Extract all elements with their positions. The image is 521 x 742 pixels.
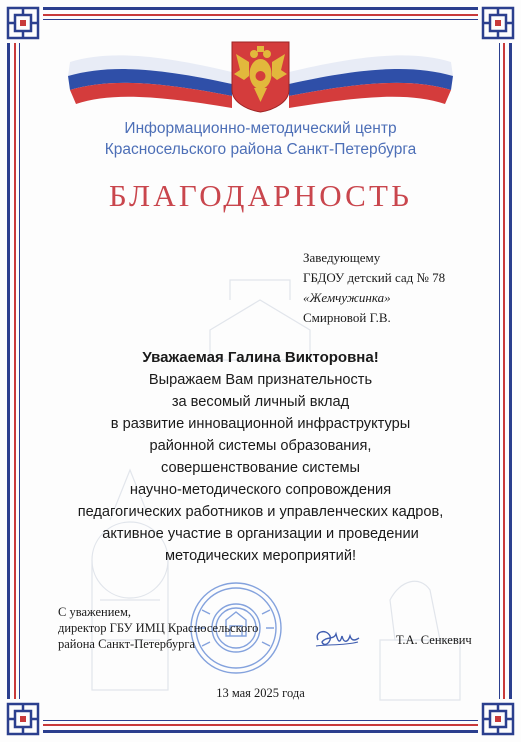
body-line: активное участие в организации и проведении xyxy=(102,526,419,542)
body-line: Выражаем Вам признательность xyxy=(148,372,373,388)
signature-line: С уважением, xyxy=(58,605,131,619)
addressee-block xyxy=(303,248,445,328)
body-line: педагогических работников и управленческих кадров, xyxy=(77,504,444,520)
corner-ornament-bottom-left xyxy=(3,699,43,739)
handwritten-signature xyxy=(312,622,362,656)
addressee-line: ГБДОУ детский сад № 78 xyxy=(303,270,446,285)
organization-name-line1: Информационно-методический центр xyxy=(124,120,397,137)
body-line: в развитие инновационной инфраструктуры xyxy=(110,416,411,432)
signature-line: директор ГБУ ИМЦ Красносельского xyxy=(58,621,259,635)
addressee-line: «Жемчужинка» xyxy=(303,290,391,305)
body-line: районной системы образования, xyxy=(149,438,372,454)
document-date: 13 мая 2025 года xyxy=(216,686,305,700)
body-line: за весомый личный вклад xyxy=(171,394,350,410)
addressee-line: Смирновой Г.В. xyxy=(303,310,391,325)
body-line: научно-методического сопровождения xyxy=(129,482,392,498)
body-line: методических мероприятий! xyxy=(164,548,357,564)
corner-ornament-bottom-right xyxy=(478,699,518,739)
coat-of-arms-icon xyxy=(230,40,291,114)
signer-name: Т.А. Сенкевич xyxy=(396,633,472,647)
body-line: совершенствование системы xyxy=(161,460,360,476)
organization-name-line2: Красносельского района Санкт-Петербурга xyxy=(104,141,417,158)
addressee-line: Заведующему xyxy=(303,250,381,265)
document-title: БЛАГОДАРНОСТЬ xyxy=(108,178,413,213)
signature-block xyxy=(58,604,258,652)
signature-line: района Санкт-Петербурга xyxy=(58,637,196,651)
gratitude-text xyxy=(40,347,481,567)
greeting: Уважаемая Галина Викторовна! xyxy=(142,349,379,366)
